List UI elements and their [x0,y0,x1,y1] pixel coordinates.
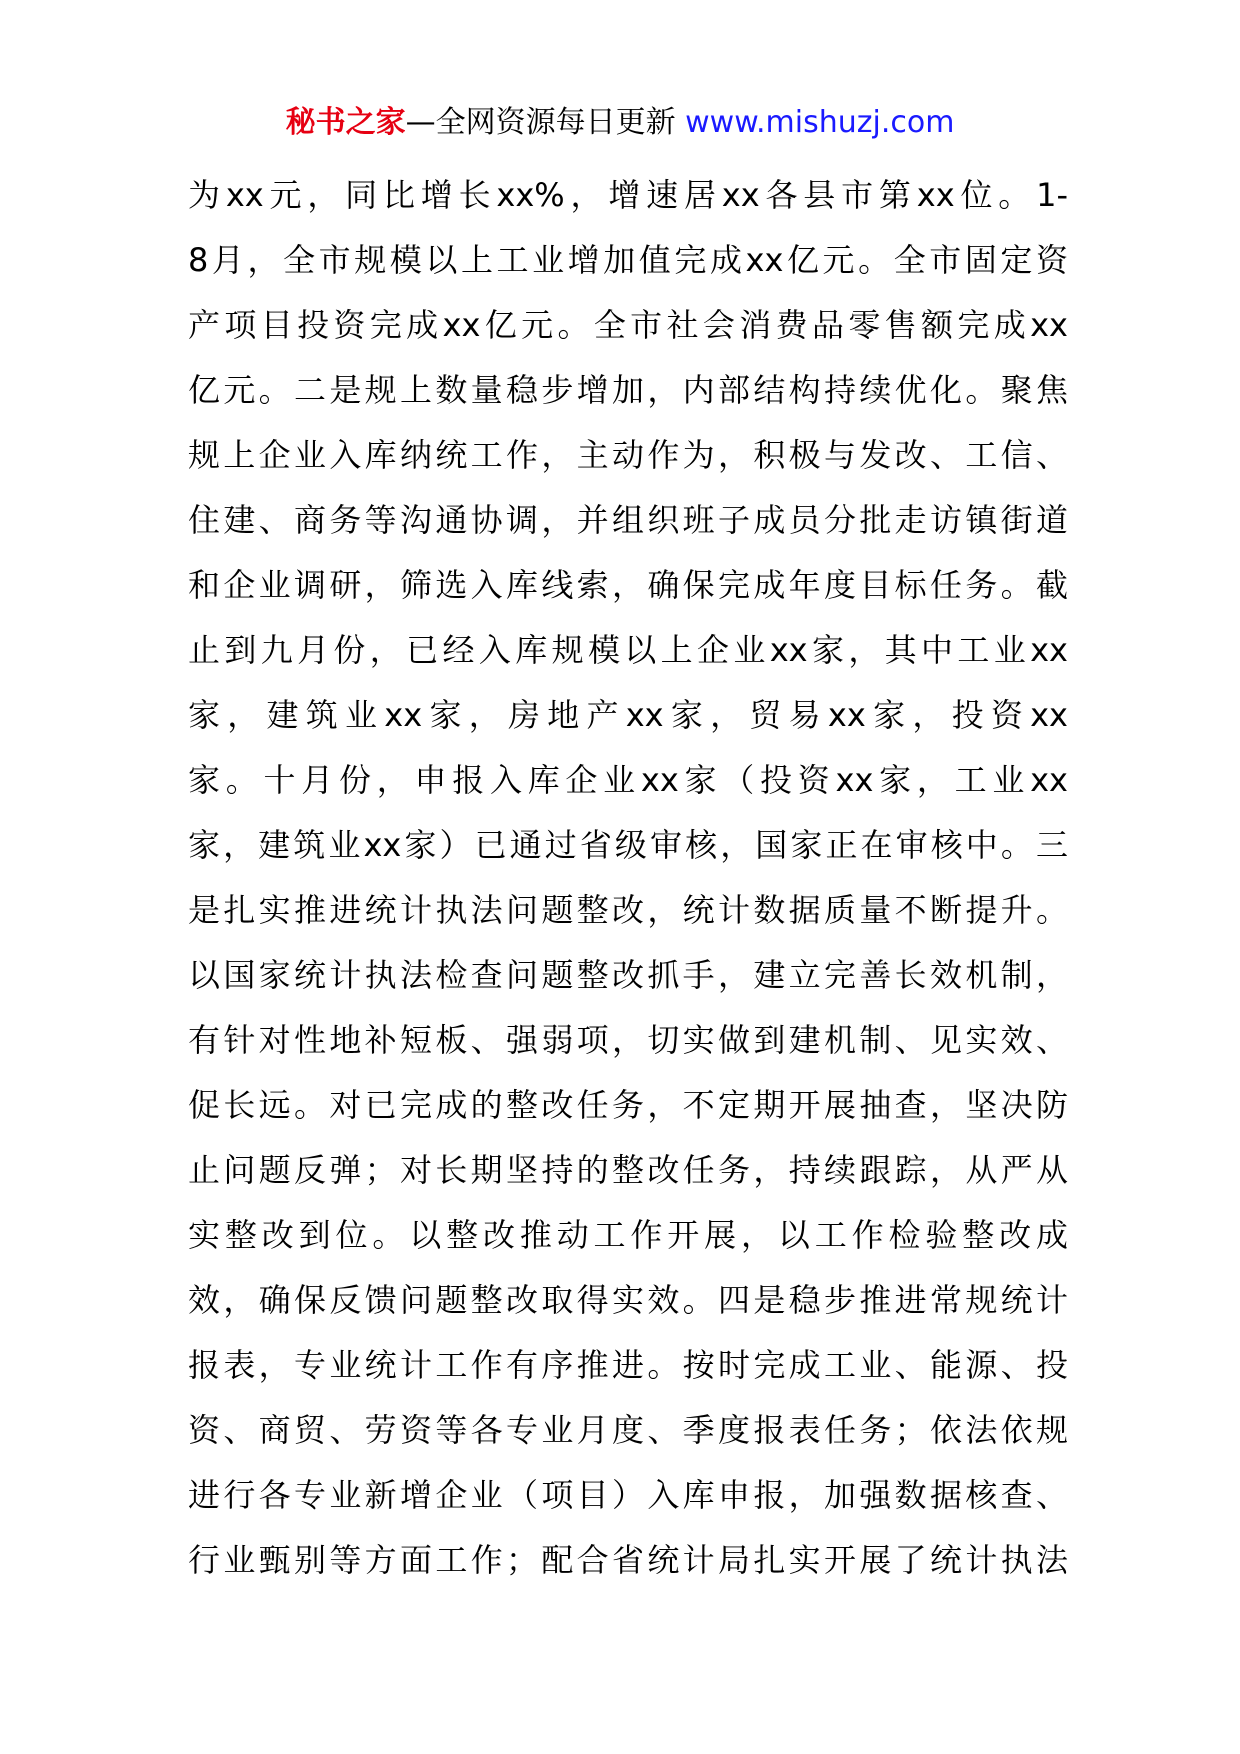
text-line: 为xx元，同比增长xx%，增速居xx各县市第xx位。1- [188,176,1068,214]
text-line: 效，确保反馈问题整改取得实效。四是稳步推进常规统计 [188,1281,1068,1319]
text-line: 止到九月份，已经入库规模以上企业xx家，其中工业xx [188,631,1068,669]
document-body [188,163,1068,1593]
text-line: 家。十月份，申报入库企业xx家（投资xx家，工业xx [188,761,1068,799]
text-line: 住建、商务等沟通协调，并组织班子成员分批走访镇街道 [188,501,1068,539]
text-line: 规上企业入库纳统工作，主动作为，积极与发改、工信、 [188,436,1068,474]
text-line: 是扎实推进统计执法问题整改，统计数据质量不断提升。 [188,891,1068,929]
site-url-link[interactable]: www.mishuzj.com [685,105,955,140]
site-header [0,103,1240,143]
text-line: 报表，专业统计工作有序推进。按时完成工业、能源、投 [188,1346,1068,1384]
text-line: 亿元。二是规上数量稳步增加，内部结构持续优化。聚焦 [188,371,1068,409]
text-line: 行业甄别等方面工作；配合省统计局扎实开展了统计执法 [188,1541,1068,1579]
text-line: 产项目投资完成xx亿元。全市社会消费品零售额完成xx [188,306,1068,344]
text-line: 资、商贸、劳资等各专业月度、季度报表任务；依法依规 [188,1411,1068,1449]
header-tagline: —全网资源每日更新 [405,105,676,140]
text-line: 促长远。对已完成的整改任务，不定期开展抽查，坚决防 [188,1086,1068,1124]
text-line: 止问题反弹；对长期坚持的整改任务，持续跟踪，从严从 [188,1151,1068,1189]
brand-name: 秘书之家 [285,105,406,140]
text-line: 进行各专业新增企业（项目）入库申报，加强数据核查、 [188,1476,1068,1514]
text-line: 家，建筑业xx家，房地产xx家，贸易xx家，投资xx [188,696,1068,734]
text-line: 有针对性地补短板、强弱项，切实做到建机制、见实效、 [188,1021,1068,1059]
text-line: 和企业调研，筛选入库线索，确保完成年度目标任务。截 [188,566,1068,604]
text-line: 8月，全市规模以上工业增加值完成xx亿元。全市固定资 [188,241,1068,279]
text-line: 家，建筑业xx家）已通过省级审核，国家正在审核中。三 [188,826,1068,864]
text-line: 实整改到位。以整改推动工作开展，以工作检验整改成 [188,1216,1068,1254]
text-line: 以国家统计执法检查问题整改抓手，建立完善长效机制， [188,956,1068,994]
